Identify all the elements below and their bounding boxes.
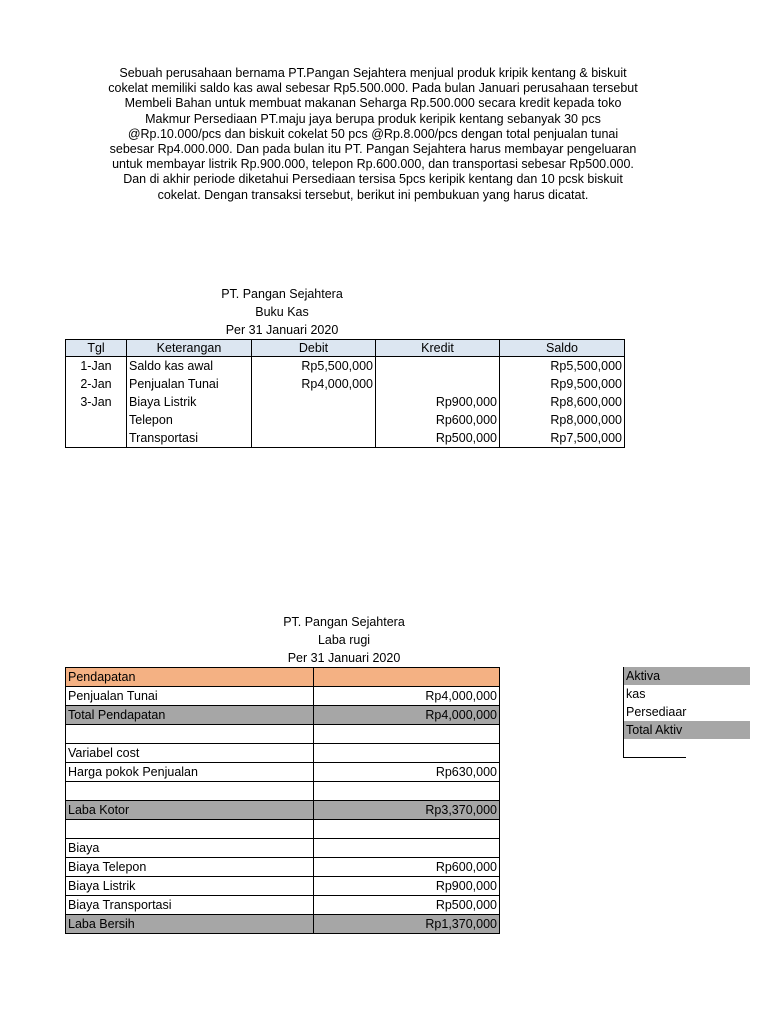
col-debit: Debit [252,340,376,357]
empty-cell [624,739,686,758]
aktiva-table [623,667,750,758]
cell-kredit [376,375,500,393]
table-row [66,375,625,393]
cell-kredit: Rp900,000 [376,393,500,411]
biaya-label: Biaya [66,839,314,858]
lr-company: PT. Pangan Sejahtera [283,615,405,629]
cell-debit [252,429,376,448]
table-row [66,877,500,896]
table-row [66,820,500,839]
col-tgl: Tgl [66,340,127,357]
aktiva-kas: kas [624,685,750,703]
cell-tgl: 3-Jan [66,393,127,411]
empty-cell [314,782,500,801]
laba-bersih-label: Laba Bersih [66,915,314,934]
kas-period: Per 31 Januari 2020 [225,323,339,337]
problem-line: Membeli Bahan untuk membuat makanan Seharga Rp.500.000 secara kredit kepada toko [124,96,622,111]
problem-line: cokelat memiliki saldo kas awal sebesar Rp5.500.000. Pada bulan Januari perusahaan tersebut [108,81,638,96]
table-row [66,429,625,448]
telepon-value: Rp600,000 [314,858,500,877]
lr-title: Laba rugi [317,633,371,647]
cell-debit: Rp4,000,000 [252,375,376,393]
problem-statement [68,66,678,203]
penjualan-label: Penjualan Tunai [66,687,314,706]
empty-cell [314,839,500,858]
kas-header-row [66,340,625,357]
table-row [66,744,500,763]
laba-kotor-label: Laba Kotor [66,801,314,820]
laba-bersih-value: Rp1,370,000 [314,915,500,934]
problem-line: Sebuah perusahaan bernama PT.Pangan Sejahtera menjual produk kripik kentang & biskuit [119,66,627,80]
table-row [624,721,750,739]
table-row [624,685,750,703]
table-row [66,782,500,801]
kas-title: Buku Kas [255,305,309,319]
listrik-value: Rp900,000 [314,877,500,896]
cell-tgl: 1-Jan [66,357,127,376]
buku-kas-table [65,339,625,448]
cell-saldo: Rp7,500,000 [500,429,625,448]
cell-debit [252,411,376,429]
hpp-label: Harga pokok Penjualan [66,763,314,782]
problem-line: Makmur Persediaan PT.maju jaya berupa produk keripik kentang sebanyak 30 pcs [145,111,601,126]
cell-kredit: Rp600,000 [376,411,500,429]
cell-tgl: 2-Jan [66,375,127,393]
hpp-value: Rp630,000 [314,763,500,782]
total-pendapatan-label: Total Pendapatan [66,706,314,725]
table-row [66,706,500,725]
cell-keterangan: Saldo kas awal [127,357,252,376]
table-row [66,357,625,376]
table-row [66,411,625,429]
cell-saldo: Rp8,000,000 [500,411,625,429]
listrik-label: Biaya Listrik [66,877,314,896]
cell-debit: Rp5,500,000 [252,357,376,376]
col-kredit: Kredit [376,340,500,357]
table-row [66,393,625,411]
transportasi-label: Biaya Transportasi [66,896,314,915]
cell-saldo: Rp8,600,000 [500,393,625,411]
aktiva-persediaan: Persediaar [624,703,750,721]
table-row [624,703,750,721]
cell-keterangan: Transportasi [127,429,252,448]
lr-period: Per 31 Januari 2020 [287,651,401,665]
table-row [66,896,500,915]
problem-line: sebesar Rp4.000.000. Dan pada bulan itu PT. Pangan Sejahtera harus membayar pengeluaran [109,142,637,157]
empty-cell [66,782,314,801]
empty-cell [314,668,500,687]
empty-cell [314,744,500,763]
table-row [66,839,500,858]
problem-line: cokelat. Dengan transaksi tersebut, berikut ini pembukuan yang harus dicatat. [157,187,589,202]
empty-cell [66,820,314,839]
aktiva-title: Aktiva [624,667,750,685]
cell-keterangan: Telepon [127,411,252,429]
table-row [66,725,500,744]
variabel-cost-label: Variabel cost [66,744,314,763]
cell-keterangan: Biaya Listrik [127,393,252,411]
aktiva-total: Total Aktiv [624,721,750,739]
table-row [66,801,500,820]
cell-keterangan: Penjualan Tunai [127,375,252,393]
table-row [66,763,500,782]
cell-saldo: Rp9,500,000 [500,375,625,393]
penjualan-value: Rp4,000,000 [314,687,500,706]
problem-line: @Rp.10.000/pcs dan biskuit cokelat 50 pcs @Rp.8.000/pcs dengan total penjualan tunai [127,126,619,141]
lr-header [244,613,444,667]
problem-line: untuk membayar listrik Rp.900.000, telepon Rp.600.000, dan transportasi sebesar Rp500.000. [112,157,634,172]
transportasi-value: Rp500,000 [314,896,500,915]
table-row [624,739,750,758]
cell-kredit: Rp500,000 [376,429,500,448]
cell-kredit [376,357,500,376]
col-keterangan: Keterangan [127,340,252,357]
table-row [66,687,500,706]
telepon-label: Biaya Telepon [66,858,314,877]
table-row [66,668,500,687]
empty-cell [314,725,500,744]
empty-cell [66,725,314,744]
pendapatan-label: Pendapatan [66,668,314,687]
laba-kotor-value: Rp3,370,000 [314,801,500,820]
problem-line: Dan di akhir periode diketahui Persediaan tersisa 5pcs keripik kentang dan 10 pcsk biskuit [123,172,623,187]
kas-company: PT. Pangan Sejahtera [221,287,343,301]
col-saldo: Saldo [500,340,625,357]
table-row [624,667,750,685]
cell-tgl [66,429,127,448]
kas-header [182,285,382,339]
table-row [66,915,500,934]
cell-saldo: Rp5,500,000 [500,357,625,376]
table-row [66,858,500,877]
laba-rugi-table [65,667,500,934]
cell-tgl [66,411,127,429]
empty-cell [314,820,500,839]
cell-debit [252,393,376,411]
total-pendapatan-value: Rp4,000,000 [314,706,500,725]
empty-cell [686,739,750,758]
